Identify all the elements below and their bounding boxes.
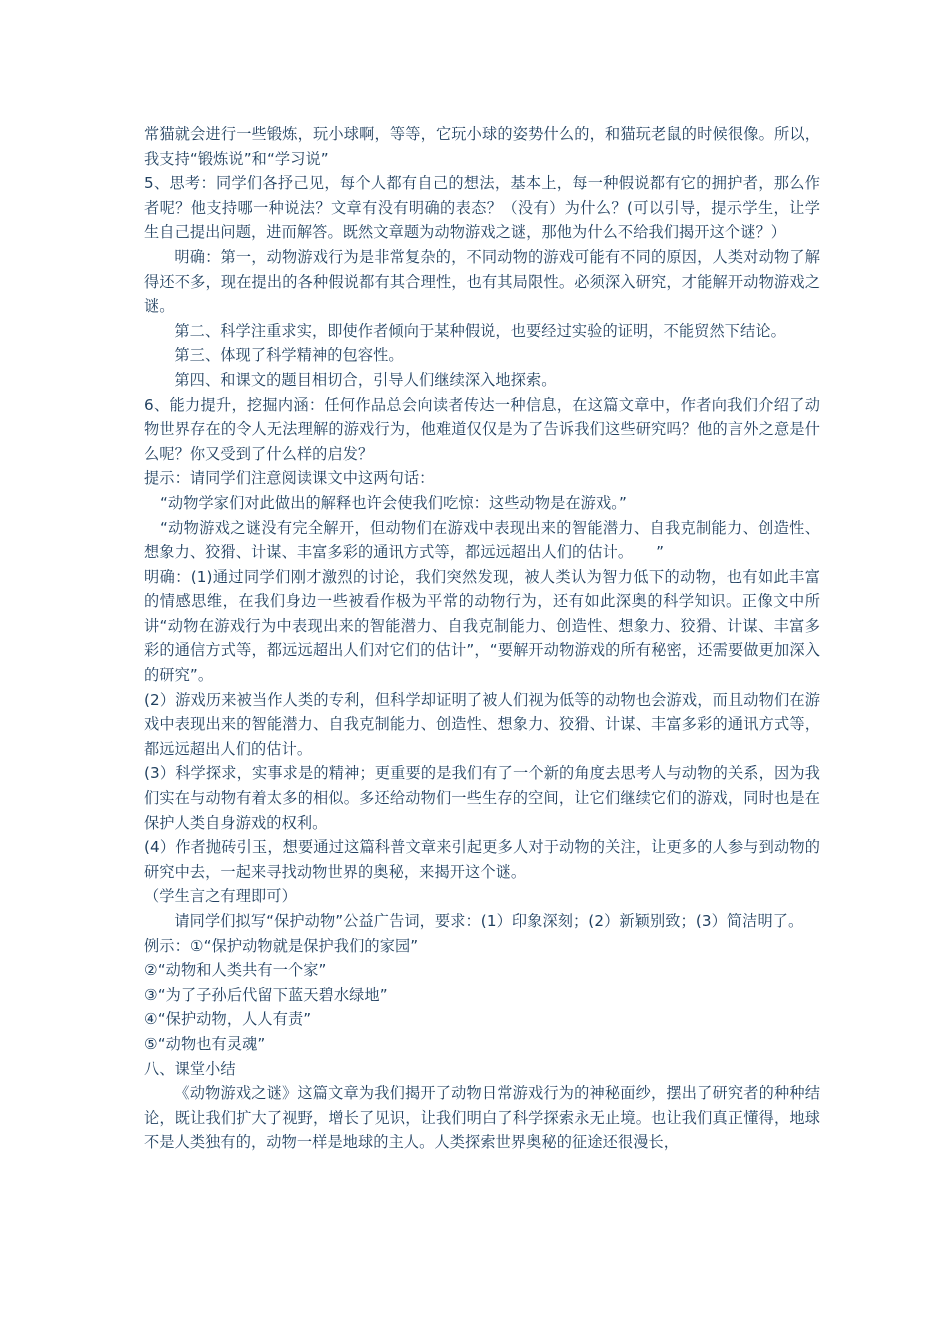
paragraph-example-5: ⑤“动物也有灵魂”: [144, 1034, 266, 1053]
paragraph-clarify-3: (3）科学探求，实事求是的精神；更重要的是我们有了一个新的角度去思考人与动物的关系，因为我们实在与动物有着太多的相似。多还给动物们一些生存的空间，让它们继续它们的游戏，同时也是在保护人类自身游戏的权利。: [144, 764, 820, 832]
paragraph-clarify-1: 明确：(1)通过同学们刚才激烈的讨论，我们突然发现，被人类认为智力低下的动物，也有如此丰富的情感思维，在我们身边一些被看作极为平常的动物行为，还有如此深奥的科学知识。正像文中所讲“动物在游戏行为中表现出来的智能潜力、自我克制能力、创造性、想象力、狡猾、计谋、丰富多彩的通信方式等，都远远超出人们对它们的估计”，“要解开动物游戏的所有秘密，还需要做更加深入的研究”。: [144, 567, 820, 685]
document-body: [144, 122, 820, 1155]
paragraph-example-3: ③“为了子孙后代留下蓝天碧水绿地”: [144, 985, 388, 1004]
paragraph-clarify-2: (2）游戏历来被当作人类的专利，但科学却证明了被人们视为低等的动物也会游戏，而且动物们在游戏中表现出来的智能潜力、自我克制能力、创造性、想象力、狡猾、计谋、丰富多彩的通讯方式等，都远远超出人们的估计。: [144, 690, 820, 758]
paragraph-summary: 《动物游戏之谜》这篇文章为我们揭开了动物日常游戏行为的神秘面纱，摆出了研究者的种种结论，既让我们扩大了视野，增长了见识，让我们明白了科学探索永无止境。也让我们真正懂得，地球不是人类独有的，动物一样是地球的主人。人类探索世界奥秘的征途还很漫长，: [144, 1084, 820, 1152]
paragraph-hint: 提示：请同学们注意阅读课文中这两句话：: [144, 469, 435, 488]
paragraph-student-note: （学生言之有理即可）: [144, 887, 297, 906]
paragraph-question-6: 6、能力提升，挖掘内涵：任何作品总会向读者传达一种信息，在这篇文章中，作者向我们介绍了动物世界存在的令人无法理解的游戏行为，他难道仅仅是为了告诉我们这些研究吗？他的言外之意是什么呢？你又受到了什么样的启发？: [144, 395, 820, 463]
paragraph-question-5: 5、思考：同学们各抒己见，每个人都有自己的想法，基本上，每一种假说都有它的拥护者，那么作者呢？他支持哪一种说法？文章有没有明确的表态？（没有）为什么？(可以引导，提示学生，让学生自己提出问题，进而解答。既然文章题为动物游戏之谜，那他为什么不给我们揭开这个谜？）: [144, 174, 820, 242]
paragraph-example-4: ④“保护动物，人人有责”: [144, 1010, 312, 1029]
paragraph-quote-1: “动物学家们对此做出的解释也许会使我们吃惊：这些动物是在游戏。”: [159, 493, 627, 512]
paragraph-example-1: 例示：①“保护动物就是保护我们的家园”: [144, 936, 419, 955]
paragraph-1: 常猫就会进行一些锻炼，玩小球啊，等等，它玩小球的姿势什么的，和猫玩老鼠的时候很像。所以，我支持“锻炼说”和“学习说”: [144, 125, 820, 168]
paragraph-answer-second: 第二、科学注重求实，即使作者倾向于某种假说，也要经过实验的证明，不能贸然下结论。: [174, 321, 786, 340]
paragraph-example-2: ②“动物和人类共有一个家”: [144, 961, 327, 980]
paragraph-answer-third: 第三、体现了科学精神的包容性。: [174, 346, 404, 365]
paragraph-slogan-task: 请同学们拟写“保护动物”公益广告词，要求：(1）印象深刻；(2）新颖别致；(3）简洁明了。: [174, 912, 804, 930]
paragraph-answer-first: 明确：第一，动物游戏行为是非常复杂的，不同动物的游戏可能有不同的原因，人类对动物了解得还不多，现在提出的各种假说都有其合理性，也有其局限性。必须深入研究，才能解开动物游戏之谜。: [144, 247, 820, 316]
paragraph-clarify-4: (4）作者抛砖引玉，想要通过这篇科普文章来引起更多人对于动物的关注，让更多的人参与到动物的研究中去，一起来寻找动物世界的奥秘，来揭开这个谜。: [144, 838, 820, 881]
paragraph-quote-2: “动物游戏之谜没有完全解开，但动物们在游戏中表现出来的智能潜力、自我克制能力、创造性、想象力、狡猾、计谋、丰富多彩的通讯方式等，都远远超出人们的估计。 ”: [144, 518, 820, 562]
section-heading-summary: 八、课堂小结: [144, 1059, 236, 1078]
paragraph-answer-fourth: 第四、和课文的题目相切合，引导人们继续深入地探索。: [174, 370, 557, 389]
